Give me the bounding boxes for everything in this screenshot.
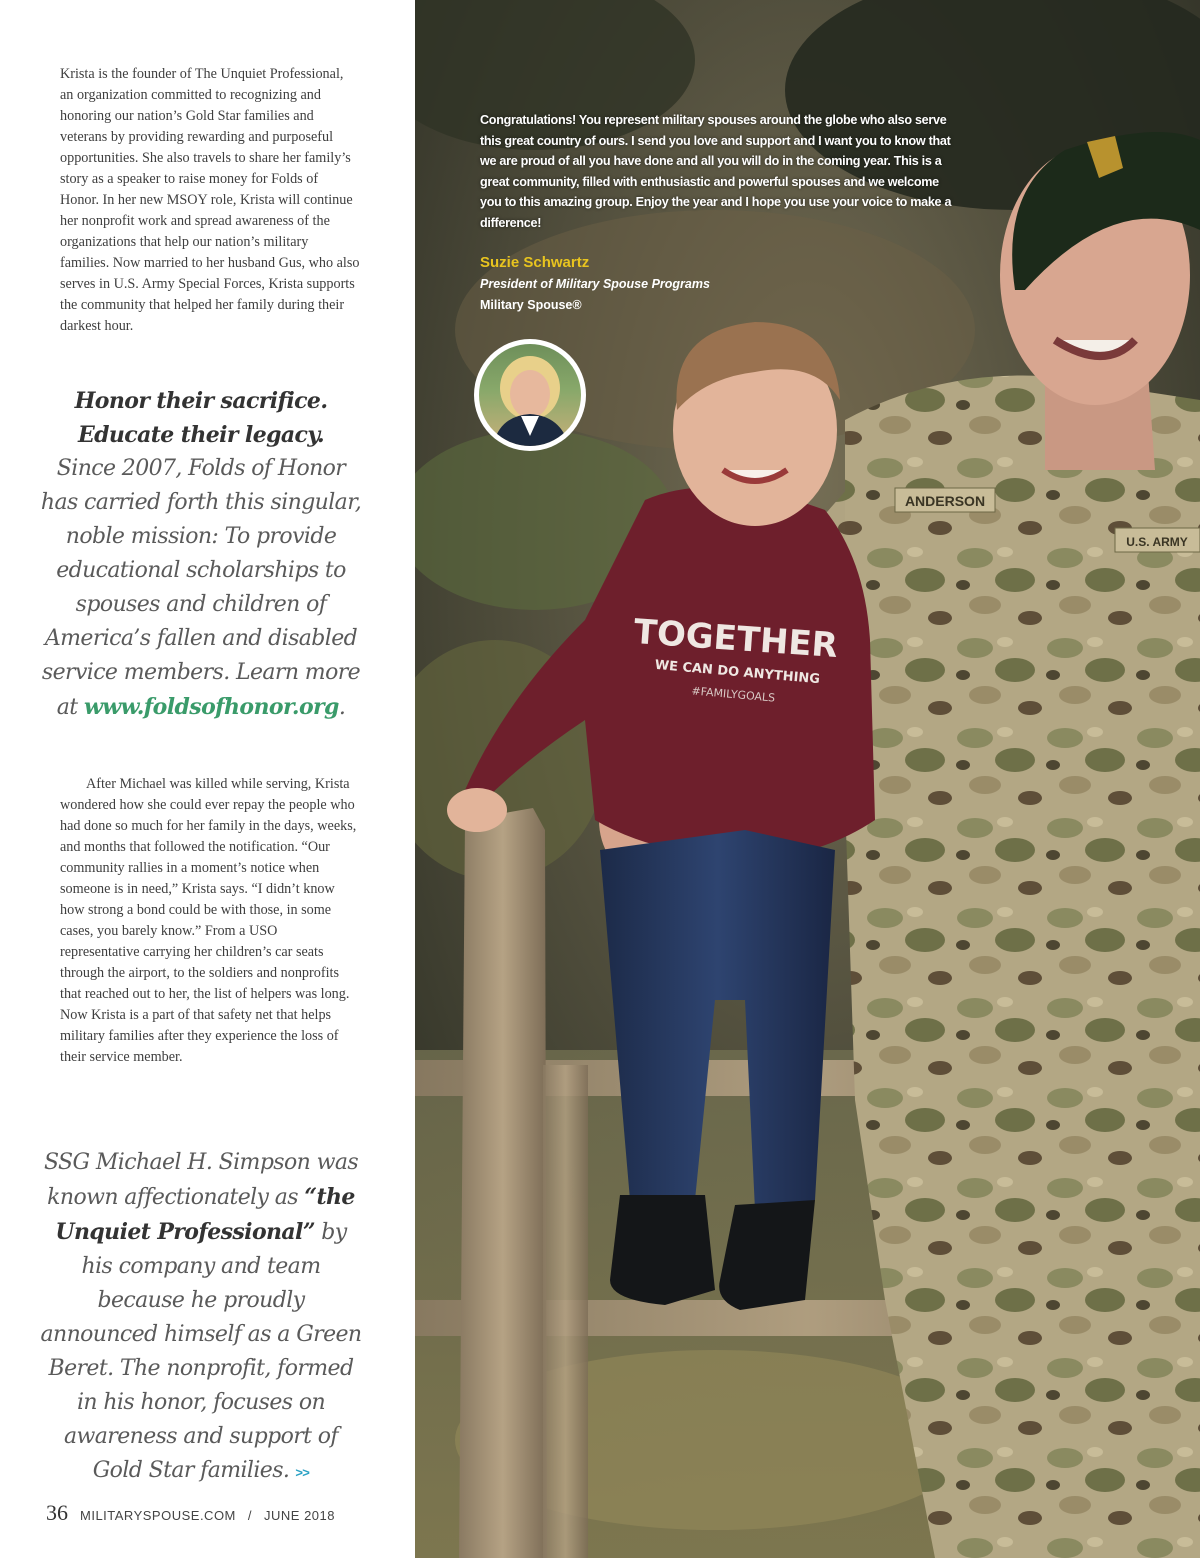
family-photo — [415, 0, 1200, 1558]
signer-name: Suzie Schwartz — [480, 254, 590, 271]
army-tape-text: U.S. ARMY — [1126, 535, 1188, 549]
signer-organization: Military Spouse® — [480, 298, 582, 312]
signer-portrait — [479, 344, 581, 446]
pull-quote-body: Since 2007, Folds of Honor has carried forth this singular, noble mission: To provide educational scholarships to spouses and children of America’s fallen and disabled service members. Learn more at — [40, 456, 362, 720]
signer-title: President of Military Spouse Programs — [480, 277, 710, 291]
pull-quote-2-end: by his company and team because he proudly announced himself as a Green Beret. The nonprofit, formed in his honor, focuses on awareness and support of Gold Star families. — [40, 1220, 362, 1483]
folds-of-honor-link[interactable]: www.foldsofhonor.org — [83, 694, 339, 720]
article-paragraph-2: After Michael was killed while serving, Krista wondered how she could ever repay the people who had done so much for her family in the days, weeks, and months that followed the notification. “Our community rallies in a moment’s notice when someone is in need,” Krista says. “I didn’t know how strong a bond could be with those, in some cases, you barely know.” From a USO representative carrying her children’s car seats through the airport, to the soldiers and nonprofits that reached out to her, the list of helpers was long. Now Krista is a part of that safety net that helps military families after they experience the loss of their service member. — [60, 776, 357, 1065]
continue-arrow-icon[interactable]: >> — [295, 1465, 310, 1480]
article-paragraph-1: Krista is the founder of The Unquiet Professional, an organization committed to recognizing and honoring our nation’s Gold Star families and veterans by providing rewarding and purposeful opportunities. She also travels to share her family’s story as a speaker to raise money for Folds of Honor. In her new MSOY role, Krista will continue her nonprofit work and spread awareness of the organizations that help our nation’s military families. Now married to her husband Gus, who also serves in U.S. Army Special Forces, Krista supports the community that helped her family during their darkest hour. — [60, 66, 360, 334]
issue-date: JUNE 2018 — [264, 1508, 335, 1523]
pull-quote-heading-2: Educate their legacy. — [77, 422, 325, 448]
pull-quote-folds-of-honor — [40, 384, 362, 725]
page-footer — [46, 1500, 335, 1530]
publication-name: MILITARYSPOUSE.COM — [80, 1508, 236, 1523]
shirt-text-2: WE CAN DO ANYTHING — [654, 657, 821, 688]
pull-quote-2-start: SSG Michael H. Simpson was known affectionately as — [43, 1150, 359, 1210]
pull-quote-period: . — [338, 695, 346, 720]
fence-post — [459, 808, 547, 1558]
footer-separator: / — [247, 1508, 253, 1523]
name-tape-text: ANDERSON — [904, 493, 986, 509]
pull-quote-unquiet-professional — [40, 1146, 362, 1490]
page-number: 36 — [46, 1500, 68, 1525]
pull-quote-2-emphasis: “the Unquiet Professional” — [55, 1184, 355, 1245]
article-column — [60, 64, 360, 337]
article-column-2 — [60, 774, 360, 1068]
pull-quote-heading-1: Honor their sacrifice. — [74, 388, 328, 414]
boy-boot-left — [610, 1195, 715, 1305]
photo-illustration — [415, 0, 1200, 1558]
congratulations-message: Congratulations! You represent military spouses around the globe who also serve this great country of ours. I send you love and support and I want you to know that we are proud of all you have done and all you will do in the coming year. This is a great community, filled with enthusiastic and powerful spouses and we welcome you to this amazing group. Enjoy the year and I hope you use your voice to make a difference! — [480, 113, 952, 230]
shirt-text-3: #FAMILYGOALS — [690, 684, 776, 705]
boy-boot-right — [719, 1200, 815, 1310]
signer-avatar — [474, 339, 586, 451]
shirt-text-1: TOGETHER — [632, 611, 840, 667]
